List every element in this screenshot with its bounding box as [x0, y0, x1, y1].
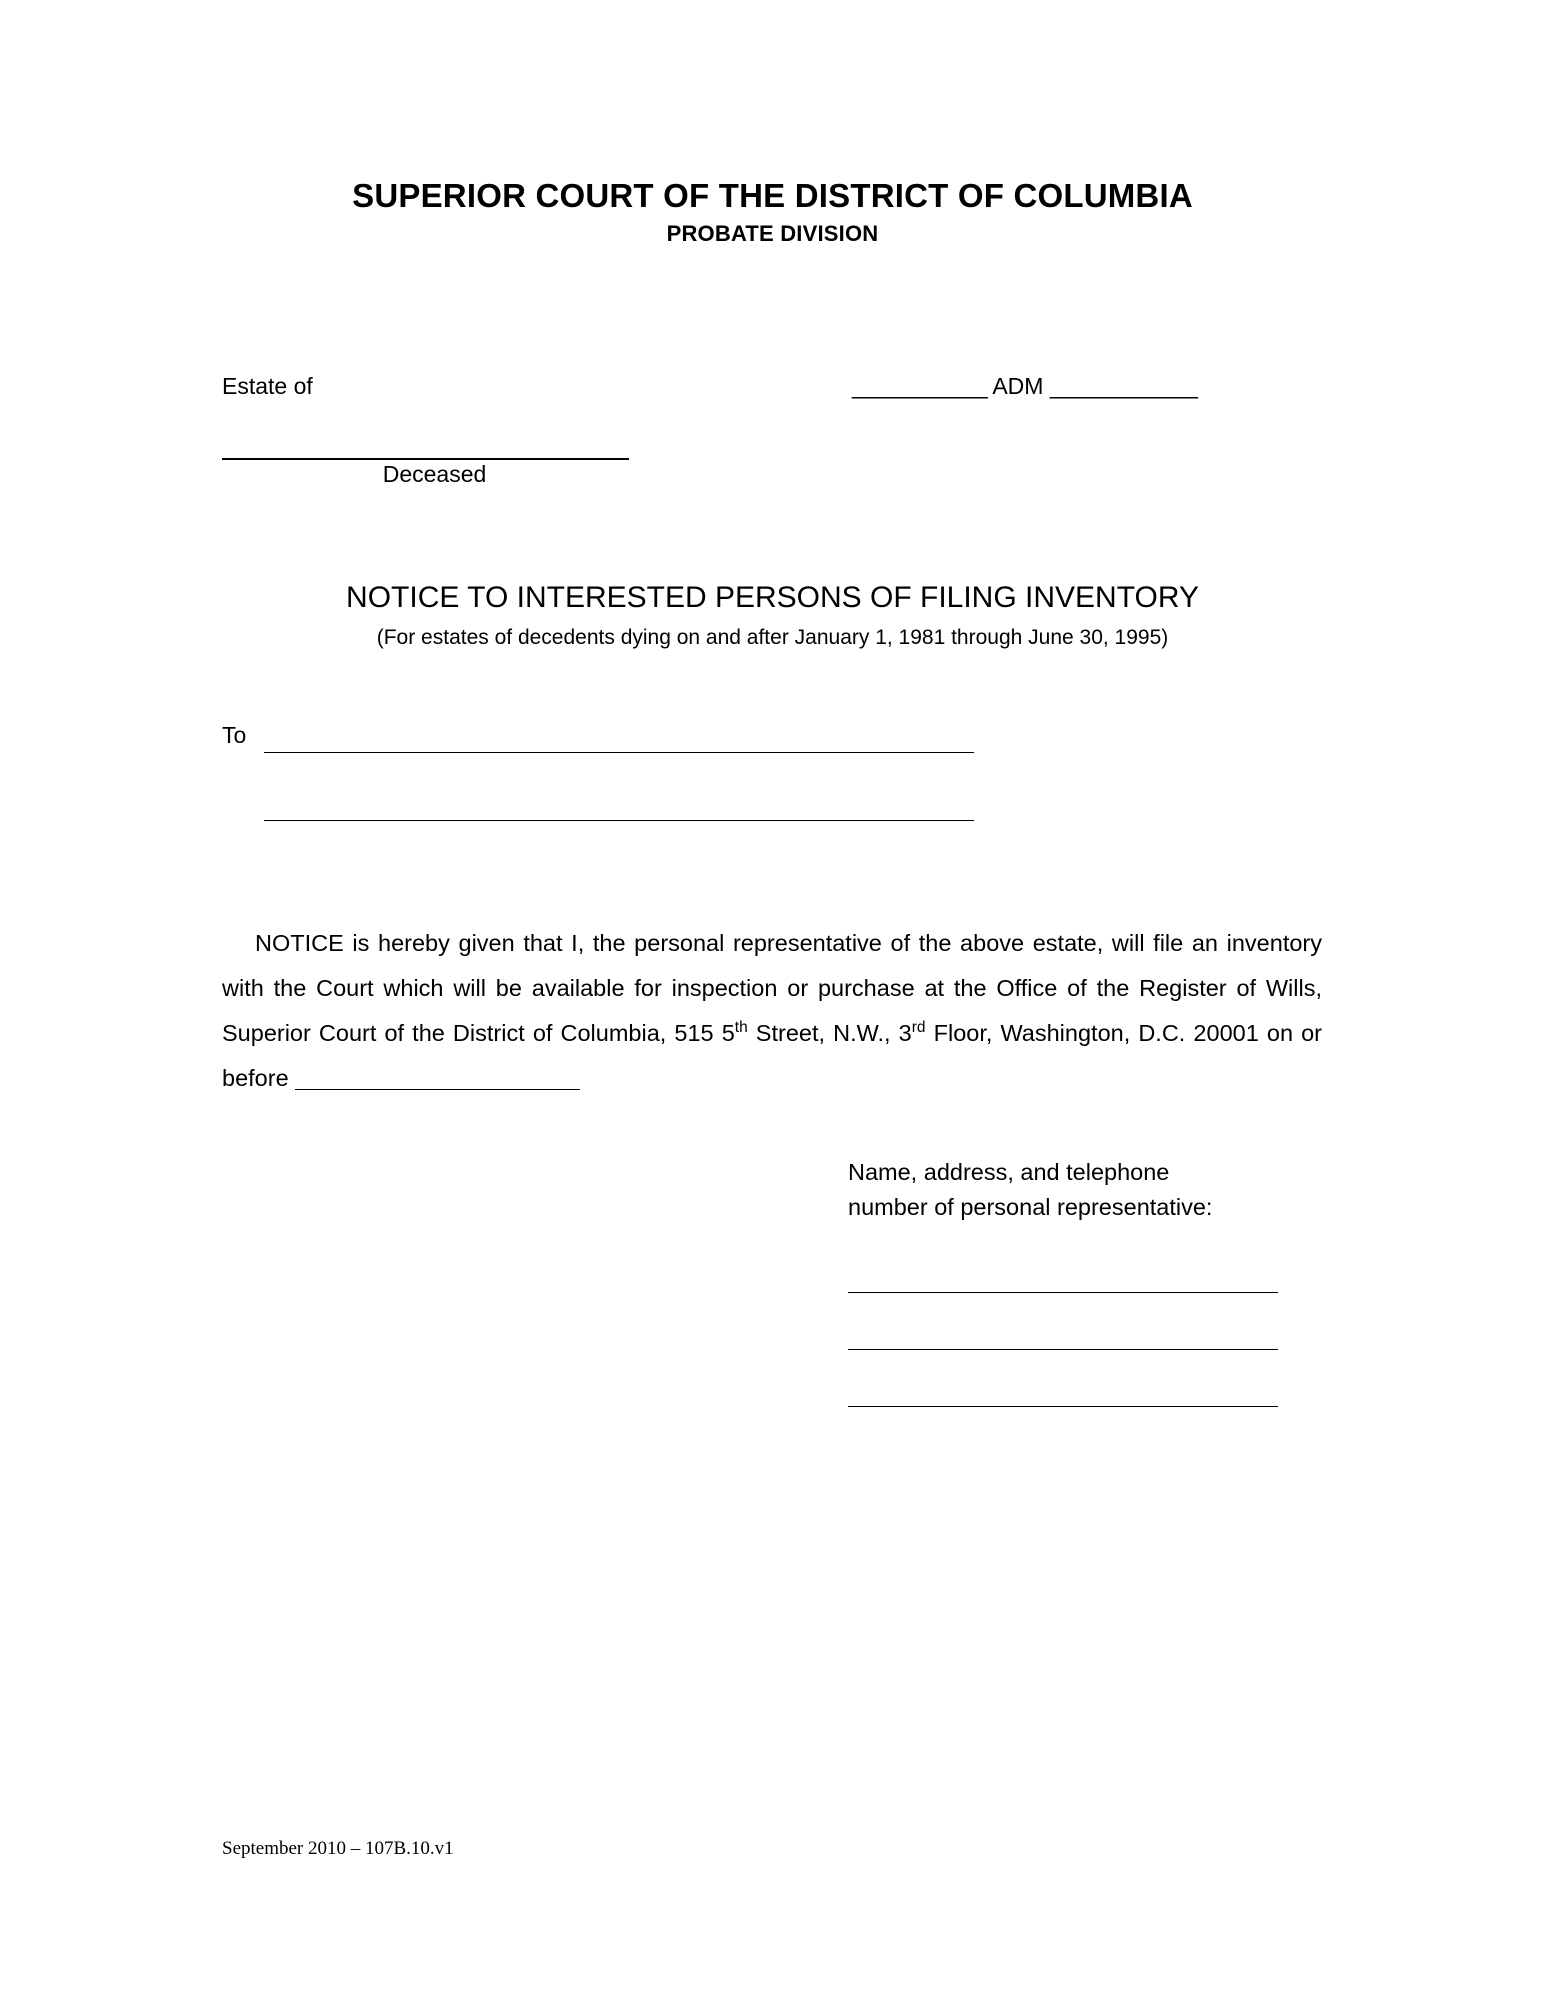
recipient-line-2[interactable]	[264, 820, 974, 821]
estate-of-label: Estate of	[222, 373, 313, 399]
case-type-label: ADM	[992, 373, 1044, 399]
court-division-subtitle: PROBATE DIVISION	[666, 220, 879, 246]
ordinal-suffix-515-fifth: th	[734, 1018, 748, 1036]
representative-instructions-line-1: Name, address, and telephone	[848, 1159, 1170, 1185]
representative-instructions-line-2: number of personal representative:	[848, 1194, 1213, 1220]
form-title-block	[0, 580, 1545, 650]
court-title: SUPERIOR COURT OF THE DISTRICT OF COLUMBIA	[352, 177, 1193, 214]
body-segment-2: Street, N.W., 3	[747, 1019, 912, 1046]
representative-line-1[interactable]	[848, 1292, 1278, 1293]
case-number-suffix-blank[interactable]: ____________	[1049, 373, 1198, 399]
representative-line-2[interactable]	[848, 1349, 1278, 1350]
deceased-label: Deceased	[382, 461, 487, 487]
court-header	[0, 178, 1545, 247]
representative-line-3[interactable]	[848, 1406, 1278, 1407]
representative-instructions	[848, 1155, 1292, 1225]
notice-body-paragraph	[222, 921, 1322, 1101]
body-segment-1: NOTICE is hereby given that I, the personal representative of the above estate, will file an inventory with the Court which will be available for inspection or purchase at the Office of the Register of Wills, Superior Court of the District of Columbia, 515 5	[222, 929, 1322, 1046]
to-label: To	[222, 722, 247, 748]
case-number-field[interactable]	[852, 373, 1197, 401]
decedent-name-rule[interactable]	[222, 458, 629, 460]
form-footer-revision: September 2010 – 107B.10.v1	[222, 1838, 454, 1859]
case-caption	[222, 373, 1323, 503]
form-subtitle: (For estates of decedents dying on and after January 1, 1981 through June 30, 1995)	[376, 626, 1169, 649]
case-number-prefix-blank[interactable]: ___________	[852, 373, 988, 399]
recipient-line-1[interactable]	[264, 752, 974, 753]
filing-date-blank[interactable]	[295, 1089, 580, 1090]
personal-representative-block	[848, 1155, 1292, 1407]
body-segment-3: Floor, Washington, D.C. 20001 on or before	[222, 1019, 1322, 1091]
form-title: NOTICE TO INTERESTED PERSONS OF FILING INVENTORY	[346, 581, 1199, 614]
ordinal-suffix-third-floor: rd	[911, 1018, 926, 1036]
